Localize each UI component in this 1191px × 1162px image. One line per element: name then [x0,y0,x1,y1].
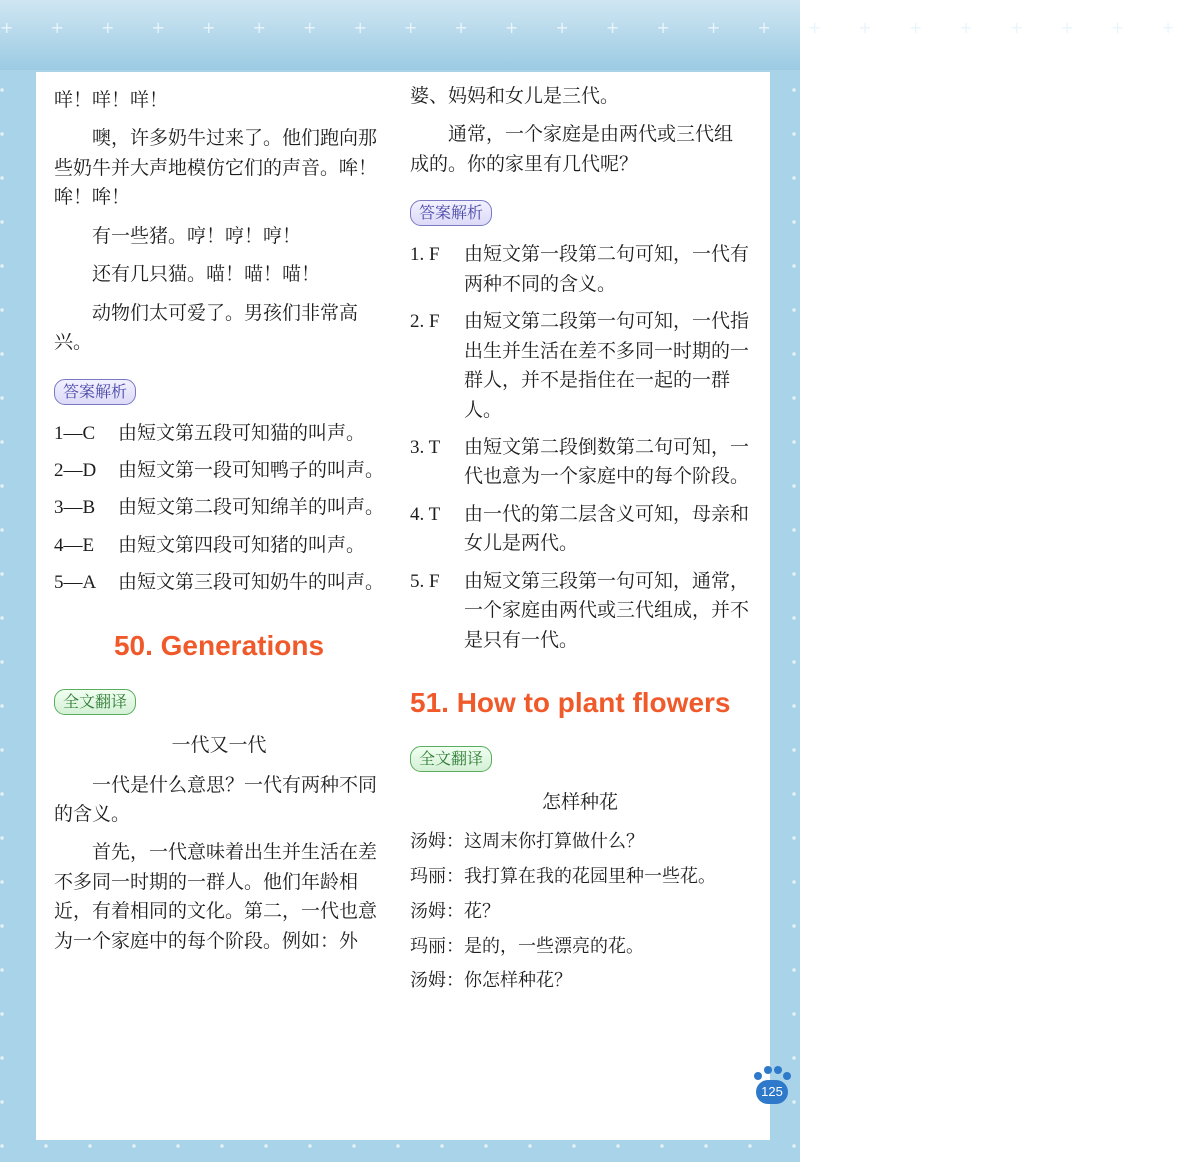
dialogue-line: 玛丽：是的，一些漂亮的花。 [410,935,644,957]
page-number-badge [750,1066,794,1110]
content-sheet [36,72,770,1140]
right-column [410,72,750,1002]
answer-item [54,531,384,560]
answer-text: 由一代的第二层含义可知，母亲和女儿是两代。 [464,502,750,555]
answer-text: 由短文第二段可知绵羊的叫声。 [118,496,385,519]
paw-toe-icon [783,1072,791,1080]
answer-item [410,567,750,655]
translation-paragraph: 首先，一代意味着出生并生活在差不多同一时期的一群人。他们年龄相近，有着相同的文化。第二，一代也意为一个家庭中的每个阶段。例如：外 [54,841,378,952]
section-title-51: 51. How to plant flowers [410,687,731,718]
top-line: 咩！咩！咩！ [54,89,169,111]
story-paragraph: 通常，一个家庭是由两代或三代组成的。你的家里有几代呢？ [410,123,734,175]
answer-item [410,433,750,492]
answer-number: 4—E [54,534,95,556]
story-paragraph: 噢，许多奶牛过来了。他们跑向那些奶牛并大声地模仿它们的声音。哞！哞！哞！ [54,127,378,209]
answers-badge: 答案解析 [54,379,136,405]
paw-toe-icon [754,1072,762,1080]
answer-item [54,493,384,522]
answer-text: 由短文第五段可知猫的叫声。 [118,421,366,444]
answer-number: 2—D [54,459,97,481]
paw-toe-icon [764,1066,772,1074]
dialogue-line: 玛丽：我打算在我的花园里种一些花。 [410,865,716,887]
story-paragraph: 动物们太可爱了。男孩们非常高兴。 [54,301,359,354]
translation-paragraph: 一代是什么意思？一代有两种不同的含义。 [54,773,378,825]
answer-item [410,240,750,299]
answer-number: 4. T [410,503,441,525]
answers-badge: 答案解析 [410,200,492,226]
page-number: 125 [756,1080,788,1104]
dialogue-line: 汤姆：花？ [410,900,500,922]
story-paragraph: 有一些猪。哼！哼！哼！ [92,224,302,247]
paw-toe-icon [774,1066,782,1074]
top-frame [0,0,1191,70]
dialogue-line: 汤姆：这周末你打算做什么？ [410,830,644,852]
answer-text: 由短文第一段第二句可知，一代有两种不同的含义。 [464,243,750,295]
answer-text: 由短文第一段可知鸭子的叫声。 [118,458,385,481]
translation-subtitle: 一代又一代 [171,734,267,757]
answer-number: 5. F [410,570,440,592]
translation-badge: 全文翻译 [54,689,136,715]
translation-badge: 全文翻译 [410,746,492,772]
answer-number: 2. F [410,311,440,333]
answer-number: 1. F [410,244,440,266]
answer-text: 由短文第二段倒数第二句可知，一代也意为一个家庭中的每个阶段。 [464,435,750,488]
answer-text: 由短文第四段可知猪的叫声。 [118,533,366,556]
answer-item [54,419,384,448]
answer-number: 5—A [54,572,97,594]
answer-item [410,307,750,425]
story-paragraph: 还有几只猫。喵！喵！喵！ [92,263,321,286]
top-line: 婆、妈妈和女儿是三代。 [410,85,620,107]
answer-text: 由短文第三段第一句可知，通常，一个家庭由两代或三代组成，并不是只有一代。 [464,569,750,651]
dialogue-line: 汤姆：你怎样种花？ [410,970,572,992]
answer-item [54,568,384,597]
answer-item [410,500,750,559]
answer-number: 3—B [54,497,96,519]
translation-subtitle: 怎样种花 [541,791,618,814]
left-column [54,72,384,965]
decorative-plus-row: + + + + + + + + + + + + + + + + + + + + + + + + [0,18,1191,37]
section-title-50: 50. Generations [113,629,325,661]
answer-text: 由短文第三段可知奶牛的叫声。 [118,571,385,594]
answer-text: 由短文第二段第一句可知，一代指出生并生活在差不多同一时期的一群人，并不是指住在一起的一群人。 [464,310,750,421]
answer-item [54,456,384,485]
answer-number: 3. T [410,436,441,458]
answer-number: 1—C [54,422,96,444]
